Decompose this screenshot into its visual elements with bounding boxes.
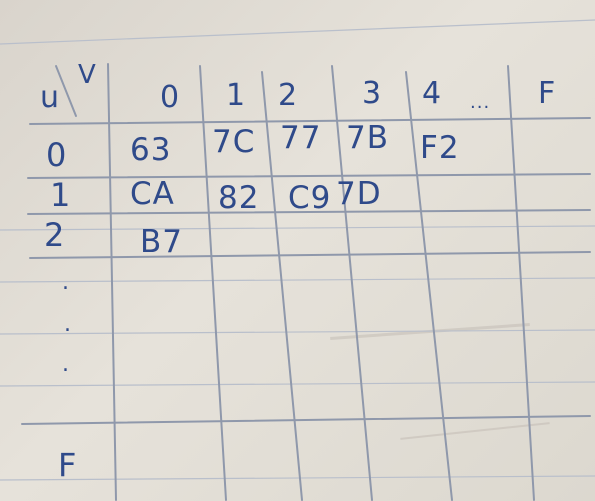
cell-1-0: CA <box>130 176 175 212</box>
column-header-ellipsis: ... <box>470 92 491 113</box>
cell-0-2: 77 <box>280 120 322 156</box>
cell-0-3: 7B <box>346 120 389 156</box>
cell-2-0: B7 <box>140 224 183 260</box>
row-header-2: 2 <box>44 216 66 254</box>
page-ruling-line <box>0 330 595 334</box>
cell-1-2: C9 <box>288 180 332 216</box>
column-header-3: 3 <box>362 76 383 111</box>
row-header-dot: . <box>64 312 72 337</box>
column-rule <box>108 64 116 500</box>
corner-col-axis-label: V <box>78 60 97 90</box>
column-header-1: 1 <box>226 78 247 113</box>
page-ruling-line <box>0 226 595 230</box>
column-header-4: 4 <box>422 76 443 111</box>
page-ruling-line <box>0 20 595 44</box>
row-header-dot: . <box>62 270 70 295</box>
row-header-F: F <box>58 446 78 484</box>
page-ruling-line <box>0 476 595 480</box>
cell-0-0: 63 <box>130 132 172 168</box>
row-rule <box>30 252 590 258</box>
row-header-0: 0 <box>46 136 68 174</box>
row-header-dot: . <box>62 352 70 377</box>
page-ruling-line <box>0 382 595 386</box>
column-header-F: F <box>538 76 557 111</box>
row-rule <box>22 416 590 424</box>
cell-1-1: 82 <box>218 180 260 216</box>
cell-0-4: F2 <box>420 130 460 166</box>
cell-1-3: 7D <box>336 176 382 212</box>
cell-0-1: 7C <box>212 124 256 160</box>
row-header-1: 1 <box>50 176 72 214</box>
row-rule <box>28 174 590 178</box>
column-header-0: 0 <box>160 80 181 115</box>
column-rule <box>508 66 534 500</box>
column-header-2: 2 <box>278 78 299 113</box>
page-ruling-line <box>0 278 595 282</box>
corner-row-axis-label: u <box>40 80 61 115</box>
